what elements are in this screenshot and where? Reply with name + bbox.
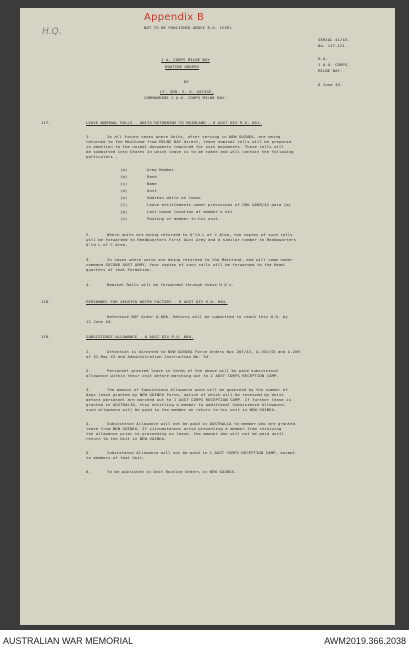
document-page <box>20 8 395 625</box>
paragraph-line: to members of that Unit. <box>86 455 145 460</box>
paragraph-number: 3. <box>86 387 91 392</box>
order-date: 8 June 43. <box>318 82 343 87</box>
paragraph-line: be submitted into States in which leave is to be taken and will contain the following <box>86 149 294 154</box>
handwritten-mark: H.Q. <box>42 27 62 37</box>
section-heading: SUBSISTENCE ALLOWANCE - 8 AUST DIV R.O. 680. <box>86 334 194 339</box>
paragraph-line: quarters of that Formation. <box>86 267 152 272</box>
paragraph-number: 4. <box>86 282 91 287</box>
paragraph-line: Q'ld L of C Area. <box>86 242 128 247</box>
paragraph-line: In all future cases where Units, after serving in NEW GUINEA, are being <box>107 134 281 139</box>
by-line: BY <box>184 79 189 84</box>
paragraph-line: Attention is directed to NEW GUINEA Force Orders Nos 267/43, A.192/43 and A.209 <box>107 349 300 354</box>
list-marker: (d) <box>120 188 128 193</box>
archive-name: AUSTRALIAN WAR MEMORIAL <box>3 636 134 646</box>
archive-footer <box>0 630 409 653</box>
paragraph-line: To be published in Unit Routine Orders in NEW GUINEA. <box>107 469 237 474</box>
section-number: 118. <box>41 299 51 304</box>
list-item: Unit <box>147 188 157 193</box>
paragraph-line: The amount of Subsistence Allowance paid will be governed by the number of <box>107 387 288 392</box>
paragraph-number: 6. <box>86 469 91 474</box>
area-label: MILNE BAY. <box>318 68 343 73</box>
commander-name: LT. GEN. S. G. SAVIGE, <box>160 89 214 94</box>
list-item: Posting of member in his unit. <box>147 216 221 221</box>
paragraph-line: particulars - <box>86 154 118 159</box>
paragraph-number: 2. <box>86 232 91 237</box>
paragraph-number: 1. <box>86 349 91 354</box>
list-marker: (g) <box>120 209 128 214</box>
paragraph-line: before personnel are marched out to 1 AUST CORPS RECEPTION CAMP. If further leave is <box>86 397 292 402</box>
paragraph-line: command SECOND AUST ARMY, four copies of such rolls will be forwarded to the Head- <box>86 262 287 267</box>
document-subtitle: ROUTINE ORDERS <box>165 64 200 69</box>
paragraph-line: days leave granted by NEW GUINEA Force, notice of which will be received by Units <box>86 392 284 397</box>
paragraph-number: 4. <box>86 421 91 426</box>
paragraph-line: return to the Unit in NEW GUINEA. <box>86 436 167 441</box>
list-marker: (h) <box>120 216 128 221</box>
list-item: Address while on leave <box>147 195 201 200</box>
list-item: Army Number <box>147 167 174 172</box>
list-marker: (f) <box>120 202 128 207</box>
list-marker: (b) <box>120 174 128 179</box>
section-heading: PERSONNEL FOR AERATED WATER FACTORY - 8 AUST DIV R.O. 684. <box>86 299 228 304</box>
list-marker: (c) <box>120 181 128 186</box>
paragraph-line: such allowance will be paid to the member on return to his unit in NEW GUINEA. <box>86 407 277 412</box>
paragraph-line: Personnel granted leave in terms of the above will be paid subsistence <box>107 368 278 373</box>
paragraph-line: of 31 May 43 and Administration Instruction No. 34. <box>86 354 211 359</box>
paragraph-line: Reference NGF Order A.606. Returns will be submitted to reach this H.Q. by <box>107 314 288 319</box>
paragraph-line: allowance within their unit before marching out to 1 AUST CORPS RECEPTION CAMP. <box>86 373 279 378</box>
list-marker: (e) <box>120 195 128 200</box>
section-number: 119. <box>41 334 51 339</box>
paragraph-line: Where units are being returned to Q'ld L of C Area, two copies of such rolls <box>107 232 293 237</box>
commander-title: COMMANDING 1 A.A. CORPS MILNE BAY. <box>144 95 228 100</box>
paragraph-line: the allowance prior to proceeding on leave, the amount due will not be paid until <box>86 431 284 436</box>
corps-label: 1 A.A. CORPS. <box>318 62 350 67</box>
paragraph-number: 5. <box>86 450 91 455</box>
appendix-annotation: Appendix B <box>144 12 205 23</box>
list-item: Name <box>147 181 157 186</box>
serial-number: SERIAL 41/43. <box>318 37 350 42</box>
document-title: 1 A. CORPS MILNE BAY <box>161 57 210 62</box>
paragraph-line: will be forwarded to Headquarters First Aust Army and a similar number to Headquarters <box>86 237 297 242</box>
paragraph-line: In cases where units are being returned to the Mainland, and will come under <box>107 257 293 262</box>
list-item: Rank <box>147 174 157 179</box>
order-numbers: No. 117-121. <box>318 43 348 48</box>
list-item: Last known location of member's kit <box>147 209 233 214</box>
list-marker: (a) <box>120 167 128 172</box>
paragraph-line: granted in AUSTRALIA, thus entitling a member to additional Subsistence Allowance, <box>86 402 287 407</box>
section-number: 117. <box>41 120 51 125</box>
paragraph-line: Subsistence Allowance will not be paid to 1 AUST CORPS RECEPTION CAMP, except <box>107 450 296 455</box>
paragraph-line: Subsistence Allowance will not be paid in AUSTRALIA to member who are granted <box>107 421 296 426</box>
list-item: Leave entitlements under provisions of GRO A668/42 para (b) <box>147 202 292 207</box>
paragraph-number: 2. <box>86 368 91 373</box>
classification-line: NOT TO BE PUBLISHED ABOVE B.O. LEVEL <box>144 25 232 30</box>
paragraph-line: in addition to the normal documents required for such movements. These rolls will <box>86 144 284 149</box>
archive-reference: AWM2019.366.2038 <box>324 636 406 646</box>
paragraph-line: Nominal Rolls will be forwarded through these H.Q's. <box>107 282 235 287</box>
hq-label: H.Q. <box>318 56 328 61</box>
paragraph-number: 1. <box>86 134 91 139</box>
section-heading: LEAVE NOMINAL ROLLS - UNITS RETURNING TO MAINLAND - 8 AUST DIV R.O. 661. <box>86 120 262 125</box>
paragraph-line: returned to the Mainland from MILNE BAY direct, leave nominal rolls will be prepared <box>86 139 292 144</box>
paragraph-line: leave from NEW GUINEA. If circumstances arise preventing a member from receiving <box>86 426 282 431</box>
paragraph-line: 12 June 43. <box>86 319 113 324</box>
paragraph-number: 3. <box>86 257 91 262</box>
